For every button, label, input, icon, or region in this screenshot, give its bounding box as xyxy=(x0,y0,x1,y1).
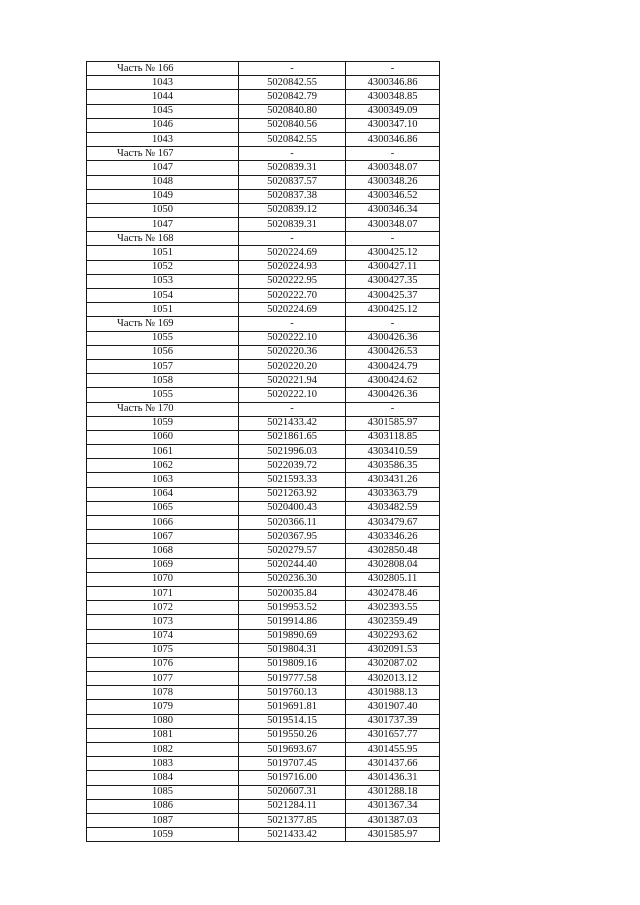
x-coordinate-cell: 5021433.42 xyxy=(239,416,346,430)
table-row xyxy=(87,218,440,232)
part-label-cell: Часть № 170 xyxy=(87,402,239,416)
x-coordinate-cell: 5020839.31 xyxy=(239,161,346,175)
x-coordinate-cell: 5020224.93 xyxy=(239,260,346,274)
point-number-cell: 1080 xyxy=(87,714,239,728)
point-number-cell: 1076 xyxy=(87,657,239,671)
x-coordinate-cell: 5019809.16 xyxy=(239,657,346,671)
point-number-cell: 1043 xyxy=(87,132,239,146)
y-coordinate-cell: 4303586.35 xyxy=(346,459,440,473)
table-row xyxy=(87,657,440,671)
y-coordinate-cell: 4301288.18 xyxy=(346,785,440,799)
x-coordinate-cell: - xyxy=(239,402,346,416)
part-header-row xyxy=(87,62,440,76)
point-number-cell: 1059 xyxy=(87,416,239,430)
table-row xyxy=(87,686,440,700)
x-coordinate-cell: 5020222.10 xyxy=(239,388,346,402)
table-row xyxy=(87,771,440,785)
y-coordinate-cell: 4302091.53 xyxy=(346,643,440,657)
point-number-cell: 1059 xyxy=(87,828,239,842)
coordinates-table xyxy=(86,61,440,842)
table-row xyxy=(87,303,440,317)
point-number-cell: 1070 xyxy=(87,572,239,586)
y-coordinate-cell: 4300427.11 xyxy=(346,260,440,274)
y-coordinate-cell: 4302293.62 xyxy=(346,629,440,643)
y-coordinate-cell: 4300427.35 xyxy=(346,274,440,288)
y-coordinate-cell: 4300424.79 xyxy=(346,359,440,373)
x-coordinate-cell: 5019707.45 xyxy=(239,757,346,771)
x-coordinate-cell: 5020837.38 xyxy=(239,189,346,203)
y-coordinate-cell: 4300346.86 xyxy=(346,132,440,146)
table-row xyxy=(87,175,440,189)
point-number-cell: 1086 xyxy=(87,799,239,813)
point-number-cell: 1066 xyxy=(87,516,239,530)
x-coordinate-cell: 5019804.31 xyxy=(239,643,346,657)
y-coordinate-cell: 4300349.09 xyxy=(346,104,440,118)
y-coordinate-cell: 4302013.12 xyxy=(346,672,440,686)
x-coordinate-cell: 5020236.30 xyxy=(239,572,346,586)
y-coordinate-cell: 4301367.34 xyxy=(346,799,440,813)
table-row xyxy=(87,76,440,90)
y-coordinate-cell: 4301988.13 xyxy=(346,686,440,700)
y-coordinate-cell: 4303482.59 xyxy=(346,501,440,515)
y-coordinate-cell: 4301737.39 xyxy=(346,714,440,728)
x-coordinate-cell: 5020244.40 xyxy=(239,558,346,572)
y-coordinate-cell: 4302850.48 xyxy=(346,544,440,558)
part-label-cell: Часть № 169 xyxy=(87,317,239,331)
table-row xyxy=(87,90,440,104)
table-row xyxy=(87,345,440,359)
x-coordinate-cell: - xyxy=(239,147,346,161)
point-number-cell: 1055 xyxy=(87,388,239,402)
x-coordinate-cell: 5020839.12 xyxy=(239,203,346,217)
y-coordinate-cell: 4300425.12 xyxy=(346,303,440,317)
table-row xyxy=(87,572,440,586)
point-number-cell: 1055 xyxy=(87,331,239,345)
point-number-cell: 1051 xyxy=(87,303,239,317)
x-coordinate-cell: 5019716.00 xyxy=(239,771,346,785)
x-coordinate-cell: - xyxy=(239,232,346,246)
table-row xyxy=(87,728,440,742)
point-number-cell: 1060 xyxy=(87,430,239,444)
table-row xyxy=(87,643,440,657)
y-coordinate-cell: 4303346.26 xyxy=(346,530,440,544)
y-coordinate-cell: 4301455.95 xyxy=(346,743,440,757)
y-coordinate-cell: 4302359.49 xyxy=(346,615,440,629)
part-header-row xyxy=(87,232,440,246)
x-coordinate-cell: 5020222.10 xyxy=(239,331,346,345)
table-row xyxy=(87,189,440,203)
x-coordinate-cell: 5019914.86 xyxy=(239,615,346,629)
x-coordinate-cell: - xyxy=(239,62,346,76)
x-coordinate-cell: 5020840.80 xyxy=(239,104,346,118)
y-coordinate-cell: 4301436.31 xyxy=(346,771,440,785)
point-number-cell: 1056 xyxy=(87,345,239,359)
x-coordinate-cell: 5019514.15 xyxy=(239,714,346,728)
y-coordinate-cell: 4300426.36 xyxy=(346,331,440,345)
y-coordinate-cell: 4303410.59 xyxy=(346,445,440,459)
x-coordinate-cell: 5019550.26 xyxy=(239,728,346,742)
y-coordinate-cell: 4302805.11 xyxy=(346,572,440,586)
table-row xyxy=(87,459,440,473)
point-number-cell: 1071 xyxy=(87,586,239,600)
x-coordinate-cell: 5020279.57 xyxy=(239,544,346,558)
y-coordinate-cell: 4300346.34 xyxy=(346,203,440,217)
y-coordinate-cell: 4303431.26 xyxy=(346,473,440,487)
coordinates-table-body xyxy=(87,62,440,842)
point-number-cell: 1064 xyxy=(87,487,239,501)
table-row xyxy=(87,331,440,345)
x-coordinate-cell: 5019760.13 xyxy=(239,686,346,700)
table-row xyxy=(87,374,440,388)
y-coordinate-cell: 4302808.04 xyxy=(346,558,440,572)
point-number-cell: 1047 xyxy=(87,161,239,175)
table-row xyxy=(87,743,440,757)
table-row xyxy=(87,558,440,572)
point-number-cell: 1069 xyxy=(87,558,239,572)
y-coordinate-cell: - xyxy=(346,62,440,76)
point-number-cell: 1065 xyxy=(87,501,239,515)
point-number-cell: 1063 xyxy=(87,473,239,487)
table-row xyxy=(87,274,440,288)
x-coordinate-cell: 5020842.79 xyxy=(239,90,346,104)
table-row xyxy=(87,289,440,303)
part-header-row xyxy=(87,317,440,331)
point-number-cell: 1079 xyxy=(87,700,239,714)
point-number-cell: 1077 xyxy=(87,672,239,686)
point-number-cell: 1054 xyxy=(87,289,239,303)
table-row xyxy=(87,487,440,501)
x-coordinate-cell: 5020220.36 xyxy=(239,345,346,359)
y-coordinate-cell: 4302393.55 xyxy=(346,601,440,615)
x-coordinate-cell: 5020839.31 xyxy=(239,218,346,232)
table-row xyxy=(87,586,440,600)
x-coordinate-cell: 5020840.56 xyxy=(239,118,346,132)
part-label-cell: Часть № 168 xyxy=(87,232,239,246)
x-coordinate-cell: 5021263.92 xyxy=(239,487,346,501)
x-coordinate-cell: 5021996.03 xyxy=(239,445,346,459)
x-coordinate-cell: 5019777.58 xyxy=(239,672,346,686)
x-coordinate-cell: 5020607.31 xyxy=(239,785,346,799)
x-coordinate-cell: 5020222.95 xyxy=(239,274,346,288)
y-coordinate-cell: 4302478.46 xyxy=(346,586,440,600)
table-row xyxy=(87,260,440,274)
table-row xyxy=(87,501,440,515)
y-coordinate-cell: - xyxy=(346,317,440,331)
x-coordinate-cell: 5021593.33 xyxy=(239,473,346,487)
table-row xyxy=(87,416,440,430)
table-row xyxy=(87,132,440,146)
point-number-cell: 1051 xyxy=(87,246,239,260)
x-coordinate-cell: 5020222.70 xyxy=(239,289,346,303)
y-coordinate-cell: 4300346.52 xyxy=(346,189,440,203)
point-number-cell: 1084 xyxy=(87,771,239,785)
y-coordinate-cell: 4303118.85 xyxy=(346,430,440,444)
table-row xyxy=(87,672,440,686)
part-label-cell: Часть № 166 xyxy=(87,62,239,76)
y-coordinate-cell: 4302087.02 xyxy=(346,657,440,671)
table-row xyxy=(87,104,440,118)
table-row xyxy=(87,601,440,615)
point-number-cell: 1047 xyxy=(87,218,239,232)
table-row xyxy=(87,785,440,799)
point-number-cell: 1068 xyxy=(87,544,239,558)
point-number-cell: 1075 xyxy=(87,643,239,657)
table-row xyxy=(87,516,440,530)
point-number-cell: 1081 xyxy=(87,728,239,742)
y-coordinate-cell: 4300348.26 xyxy=(346,175,440,189)
y-coordinate-cell: - xyxy=(346,147,440,161)
x-coordinate-cell: 5020035.84 xyxy=(239,586,346,600)
x-coordinate-cell: 5020842.55 xyxy=(239,132,346,146)
y-coordinate-cell: 4303479.67 xyxy=(346,516,440,530)
y-coordinate-cell: 4300426.36 xyxy=(346,388,440,402)
table-row xyxy=(87,615,440,629)
table-row xyxy=(87,828,440,842)
y-coordinate-cell: 4303363.79 xyxy=(346,487,440,501)
table-row xyxy=(87,246,440,260)
point-number-cell: 1049 xyxy=(87,189,239,203)
x-coordinate-cell: 5019691.81 xyxy=(239,700,346,714)
point-number-cell: 1045 xyxy=(87,104,239,118)
point-number-cell: 1057 xyxy=(87,359,239,373)
x-coordinate-cell: 5021861.65 xyxy=(239,430,346,444)
table-row xyxy=(87,714,440,728)
y-coordinate-cell: 4300426.53 xyxy=(346,345,440,359)
point-number-cell: 1087 xyxy=(87,813,239,827)
x-coordinate-cell: 5020367.95 xyxy=(239,530,346,544)
table-row xyxy=(87,359,440,373)
y-coordinate-cell: 4300424.62 xyxy=(346,374,440,388)
point-number-cell: 1078 xyxy=(87,686,239,700)
y-coordinate-cell: 4300348.07 xyxy=(346,161,440,175)
point-number-cell: 1053 xyxy=(87,274,239,288)
point-number-cell: 1043 xyxy=(87,76,239,90)
x-coordinate-cell: 5020837.57 xyxy=(239,175,346,189)
table-row xyxy=(87,813,440,827)
point-number-cell: 1085 xyxy=(87,785,239,799)
x-coordinate-cell: 5021284.11 xyxy=(239,799,346,813)
table-row xyxy=(87,530,440,544)
y-coordinate-cell: 4300347.10 xyxy=(346,118,440,132)
y-coordinate-cell: 4301387.03 xyxy=(346,813,440,827)
x-coordinate-cell: 5021377.85 xyxy=(239,813,346,827)
table-row xyxy=(87,203,440,217)
table-row xyxy=(87,118,440,132)
y-coordinate-cell: 4301437.66 xyxy=(346,757,440,771)
y-coordinate-cell: 4300425.12 xyxy=(346,246,440,260)
part-label-cell: Часть № 167 xyxy=(87,147,239,161)
table-row xyxy=(87,161,440,175)
point-number-cell: 1062 xyxy=(87,459,239,473)
x-coordinate-cell: 5020842.55 xyxy=(239,76,346,90)
part-header-row xyxy=(87,402,440,416)
x-coordinate-cell: 5021433.42 xyxy=(239,828,346,842)
point-number-cell: 1050 xyxy=(87,203,239,217)
y-coordinate-cell: - xyxy=(346,402,440,416)
table-row xyxy=(87,544,440,558)
point-number-cell: 1061 xyxy=(87,445,239,459)
point-number-cell: 1082 xyxy=(87,743,239,757)
table-row xyxy=(87,388,440,402)
point-number-cell: 1074 xyxy=(87,629,239,643)
x-coordinate-cell: 5019953.52 xyxy=(239,601,346,615)
x-coordinate-cell: 5020221.94 xyxy=(239,374,346,388)
point-number-cell: 1083 xyxy=(87,757,239,771)
table-row xyxy=(87,799,440,813)
table-row xyxy=(87,473,440,487)
y-coordinate-cell: 4300348.85 xyxy=(346,90,440,104)
y-coordinate-cell: 4301657.77 xyxy=(346,728,440,742)
table-row xyxy=(87,430,440,444)
table-row xyxy=(87,445,440,459)
table-row xyxy=(87,629,440,643)
y-coordinate-cell: 4300425.37 xyxy=(346,289,440,303)
point-number-cell: 1073 xyxy=(87,615,239,629)
y-coordinate-cell: - xyxy=(346,232,440,246)
x-coordinate-cell: 5020400.43 xyxy=(239,501,346,515)
point-number-cell: 1072 xyxy=(87,601,239,615)
point-number-cell: 1048 xyxy=(87,175,239,189)
x-coordinate-cell: 5020366.11 xyxy=(239,516,346,530)
x-coordinate-cell: 5022039.72 xyxy=(239,459,346,473)
x-coordinate-cell: - xyxy=(239,317,346,331)
y-coordinate-cell: 4300348.07 xyxy=(346,218,440,232)
point-number-cell: 1044 xyxy=(87,90,239,104)
y-coordinate-cell: 4301585.97 xyxy=(346,416,440,430)
x-coordinate-cell: 5020220.20 xyxy=(239,359,346,373)
point-number-cell: 1067 xyxy=(87,530,239,544)
x-coordinate-cell: 5020224.69 xyxy=(239,303,346,317)
y-coordinate-cell: 4301585.97 xyxy=(346,828,440,842)
point-number-cell: 1046 xyxy=(87,118,239,132)
part-header-row xyxy=(87,147,440,161)
point-number-cell: 1052 xyxy=(87,260,239,274)
y-coordinate-cell: 4301907.40 xyxy=(346,700,440,714)
point-number-cell: 1058 xyxy=(87,374,239,388)
y-coordinate-cell: 4300346.86 xyxy=(346,76,440,90)
x-coordinate-cell: 5019890.69 xyxy=(239,629,346,643)
x-coordinate-cell: 5019693.67 xyxy=(239,743,346,757)
table-row xyxy=(87,757,440,771)
table-row xyxy=(87,700,440,714)
x-coordinate-cell: 5020224.69 xyxy=(239,246,346,260)
